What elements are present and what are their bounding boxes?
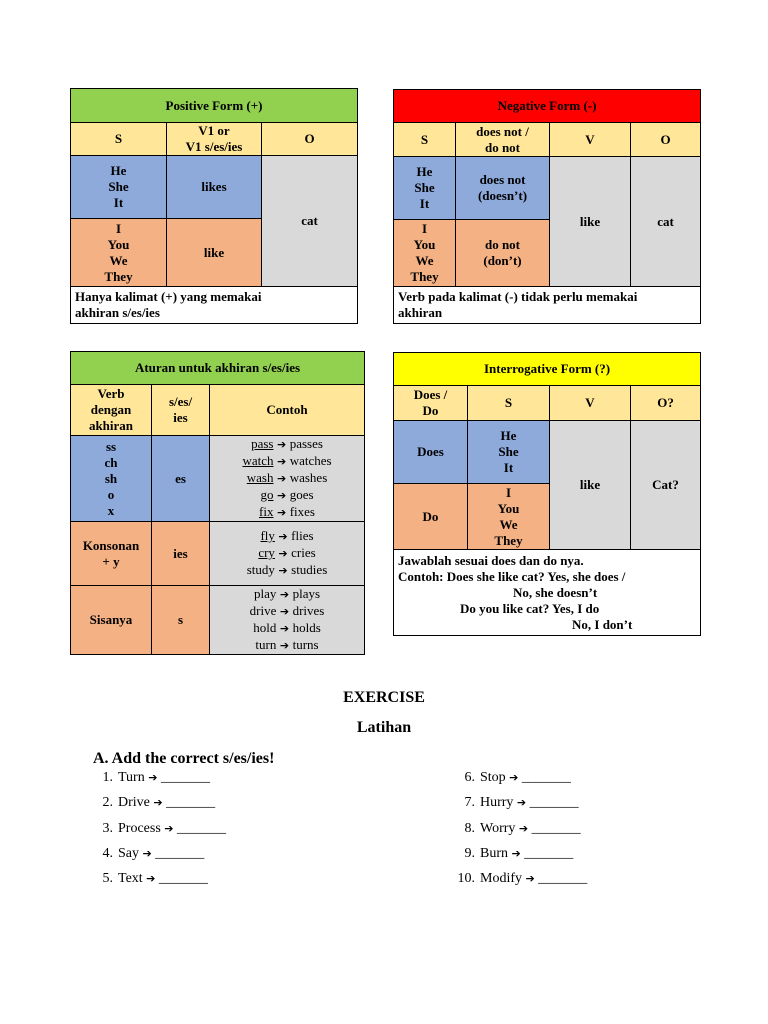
suffixed-verb: drives — [292, 603, 325, 618]
suffixed-verb: flies — [291, 528, 314, 543]
arrow-right-icon: ➔ — [160, 821, 177, 835]
col-verb-header: V1 or V1 s/es/ies — [167, 123, 262, 156]
col-example-header: Contoh — [210, 385, 365, 436]
item-number: 3. — [102, 820, 113, 836]
answer-blank[interactable]: _______ — [531, 820, 581, 836]
example-line — [212, 453, 362, 470]
exercise-item — [452, 871, 587, 896]
negative-note: Verb pada kalimat (-) tidak perlu memakai akhiran — [394, 287, 701, 324]
suffixed-verb: watches — [289, 453, 332, 468]
arrow-right-icon: ➔ — [522, 872, 539, 886]
arrow-right-icon: ➔ — [274, 547, 292, 560]
example-line — [212, 545, 362, 562]
arrow-right-icon: ➔ — [139, 846, 156, 860]
col-suffix-header: s/es/ ies — [152, 385, 210, 436]
exercise-subheading: Latihan — [356, 719, 412, 736]
base-verb: go — [260, 487, 274, 502]
arrow-right-icon: ➔ — [276, 605, 293, 618]
endings-others: Sisanya — [71, 586, 152, 655]
examples-ies — [210, 522, 365, 586]
item-number: 2. — [102, 795, 113, 811]
positive-form-table — [70, 88, 358, 324]
example-line — [212, 603, 362, 620]
arrow-right-icon: ➔ — [515, 821, 532, 835]
col-verb-header: V — [550, 123, 631, 157]
exercise-item — [90, 821, 226, 846]
answer-blank[interactable]: _______ — [524, 845, 574, 861]
exercise-item — [452, 846, 587, 871]
base-verb: drive — [249, 603, 277, 618]
arrow-right-icon: ➔ — [513, 796, 530, 810]
base-verb: pass — [251, 436, 274, 451]
col-object-header: O? — [631, 386, 701, 421]
suffixed-verb: fixes — [289, 504, 315, 519]
answer-blank[interactable]: _______ — [155, 845, 205, 861]
positive-form-title: Positive Form (+) — [71, 89, 358, 123]
aux-do-not: do not (don’t) — [456, 220, 550, 287]
arrow-right-icon: ➔ — [144, 771, 161, 784]
arrow-right-icon: ➔ — [274, 530, 292, 543]
note-example-negative: No, she doesn’t — [513, 584, 598, 600]
col-object-header: O — [262, 123, 358, 156]
endings-consonant-y: Konsonan + y — [71, 522, 152, 586]
verb-like: like — [550, 421, 631, 550]
exercise-item — [90, 871, 226, 896]
arrow-right-icon: ➔ — [149, 796, 167, 810]
item-word: Turn — [118, 770, 145, 785]
item-number: 5. — [102, 871, 113, 887]
base-verb: hold — [253, 620, 277, 635]
item-word: Hurry — [480, 795, 514, 811]
section-a-title: A. Add the correct s/es/ies! — [93, 750, 275, 767]
base-verb: study — [246, 562, 275, 577]
exercise-item — [90, 770, 226, 795]
item-word: Burn — [480, 845, 508, 861]
answer-blank[interactable]: _______ — [521, 770, 571, 785]
aux-does: Does — [394, 421, 468, 484]
item-number: 6. — [464, 770, 475, 785]
col-subject-header: S — [394, 123, 456, 157]
verb-like: like — [550, 157, 631, 287]
base-verb: wash — [246, 470, 274, 485]
subject-i-you-we-they: I You We They — [468, 484, 550, 550]
suffix-rules-table — [70, 351, 365, 655]
col-object-header: O — [631, 123, 701, 157]
exercise-item — [452, 821, 587, 846]
arrow-right-icon: ➔ — [276, 588, 293, 601]
interrogative-form-table — [393, 352, 701, 636]
item-number: 8. — [464, 820, 475, 836]
col-aux-header: Does / Do — [394, 386, 468, 421]
note-example-negative-2: No, I don’t — [572, 616, 633, 632]
object-cat: cat — [631, 157, 701, 287]
answer-blank[interactable]: _______ — [166, 795, 216, 811]
exercise-item — [90, 846, 226, 871]
exercise-heading: EXERCISE — [343, 689, 425, 706]
interrogative-form-title: Interrogative Form (?) — [394, 353, 701, 386]
exercise-item — [90, 795, 226, 820]
arrow-right-icon: ➔ — [273, 472, 290, 485]
suffixed-verb: goes — [289, 487, 314, 502]
suffixed-verb: washes — [289, 470, 328, 485]
answer-blank[interactable]: _______ — [158, 871, 208, 887]
examples-s — [210, 586, 365, 655]
item-word: Drive — [118, 795, 150, 811]
arrow-right-icon: ➔ — [142, 872, 159, 886]
base-verb: fix — [259, 504, 274, 519]
object-cat: Cat? — [631, 421, 701, 550]
item-number: 10. — [457, 871, 475, 887]
subject-i-you-we-they: I You We They — [394, 220, 456, 287]
col-verb-header: V — [550, 386, 631, 421]
rules-title: Aturan untuk akhiran s/es/ies — [71, 352, 365, 385]
answer-blank[interactable]: _______ — [529, 795, 579, 811]
base-verb: turn — [255, 637, 277, 652]
arrow-right-icon: ➔ — [273, 506, 290, 519]
example-line — [212, 487, 362, 504]
item-word: Modify — [480, 871, 522, 887]
arrow-right-icon: ➔ — [273, 438, 290, 451]
subject-he-she-it: He She It — [468, 421, 550, 484]
item-word: Worry — [480, 820, 516, 836]
arrow-right-icon: ➔ — [276, 639, 293, 652]
example-line — [212, 562, 362, 579]
base-verb: fly — [260, 528, 275, 543]
base-verb: watch — [242, 453, 274, 468]
exercise-list-right — [452, 770, 587, 896]
arrow-right-icon: ➔ — [274, 564, 292, 577]
verb-like: like — [167, 219, 262, 287]
suffixed-verb: cries — [291, 545, 316, 560]
suffixed-verb: holds — [292, 620, 321, 635]
example-line — [212, 504, 362, 521]
subject-he-she-it: He She It — [394, 157, 456, 220]
subject-he-she-it: He She It — [71, 156, 167, 219]
example-line — [212, 436, 362, 453]
arrow-right-icon: ➔ — [505, 771, 522, 784]
arrow-right-icon: ➔ — [508, 846, 525, 860]
note-example-question-2: Do you like cat? Yes, I do — [460, 600, 600, 616]
interrogative-note — [394, 550, 701, 636]
arrow-right-icon: ➔ — [273, 455, 290, 468]
item-number: 9. — [464, 845, 475, 861]
aux-do: Do — [394, 484, 468, 550]
col-subject-header: S — [468, 386, 550, 421]
note-example-question: Contoh: Does she like cat? Yes, she does / — [398, 568, 626, 584]
suffixed-verb: studies — [291, 562, 328, 577]
suffixed-verb: plays — [292, 586, 321, 601]
base-verb: cry — [258, 545, 275, 560]
examples-es — [210, 436, 365, 522]
exercise-list-left — [90, 770, 226, 896]
item-number: 1. — [102, 770, 113, 785]
answer-blank[interactable]: _______ — [160, 770, 210, 785]
object-cat: cat — [262, 156, 358, 287]
item-number: 4. — [102, 845, 113, 861]
suffixed-verb: passes — [289, 436, 323, 451]
suffix-ies: ies — [152, 522, 210, 586]
item-word: Say — [118, 845, 139, 861]
suffix-es: es — [152, 436, 210, 522]
item-word: Stop — [480, 770, 506, 785]
answer-blank[interactable]: _______ — [538, 871, 588, 887]
example-line — [212, 637, 362, 654]
negative-form-title: Negative Form (-) — [394, 90, 701, 123]
subject-i-you-we-they: I You We They — [71, 219, 167, 287]
col-verb-ending-header: Verb dengan akhiran — [71, 385, 152, 436]
arrow-right-icon: ➔ — [273, 489, 290, 502]
example-line — [212, 620, 362, 637]
answer-blank[interactable]: _______ — [177, 820, 226, 836]
base-verb: play — [253, 586, 277, 601]
positive-note: Hanya kalimat (+) yang memakai akhiran s/es/ies — [71, 287, 358, 324]
col-aux-header: does not / do not — [456, 123, 550, 157]
item-number: 7. — [464, 795, 475, 811]
item-word: Text — [118, 871, 143, 887]
note-instruction: Jawablah sesuai does dan do nya. — [398, 552, 584, 568]
suffixed-verb: turns — [292, 637, 319, 652]
example-line — [212, 470, 362, 487]
col-subject-header: S — [71, 123, 167, 156]
aux-does-not: does not (doesn’t) — [456, 157, 550, 220]
negative-form-table — [393, 89, 701, 324]
exercise-item — [452, 795, 587, 820]
exercise-item — [452, 770, 587, 795]
arrow-right-icon: ➔ — [276, 622, 293, 635]
example-line — [212, 586, 362, 603]
suffix-s: s — [152, 586, 210, 655]
verb-likes: likes — [167, 156, 262, 219]
endings-ss-ch-sh-o-x: ss ch sh o x — [71, 436, 152, 522]
example-line — [212, 528, 362, 545]
item-word: Process — [118, 820, 161, 836]
